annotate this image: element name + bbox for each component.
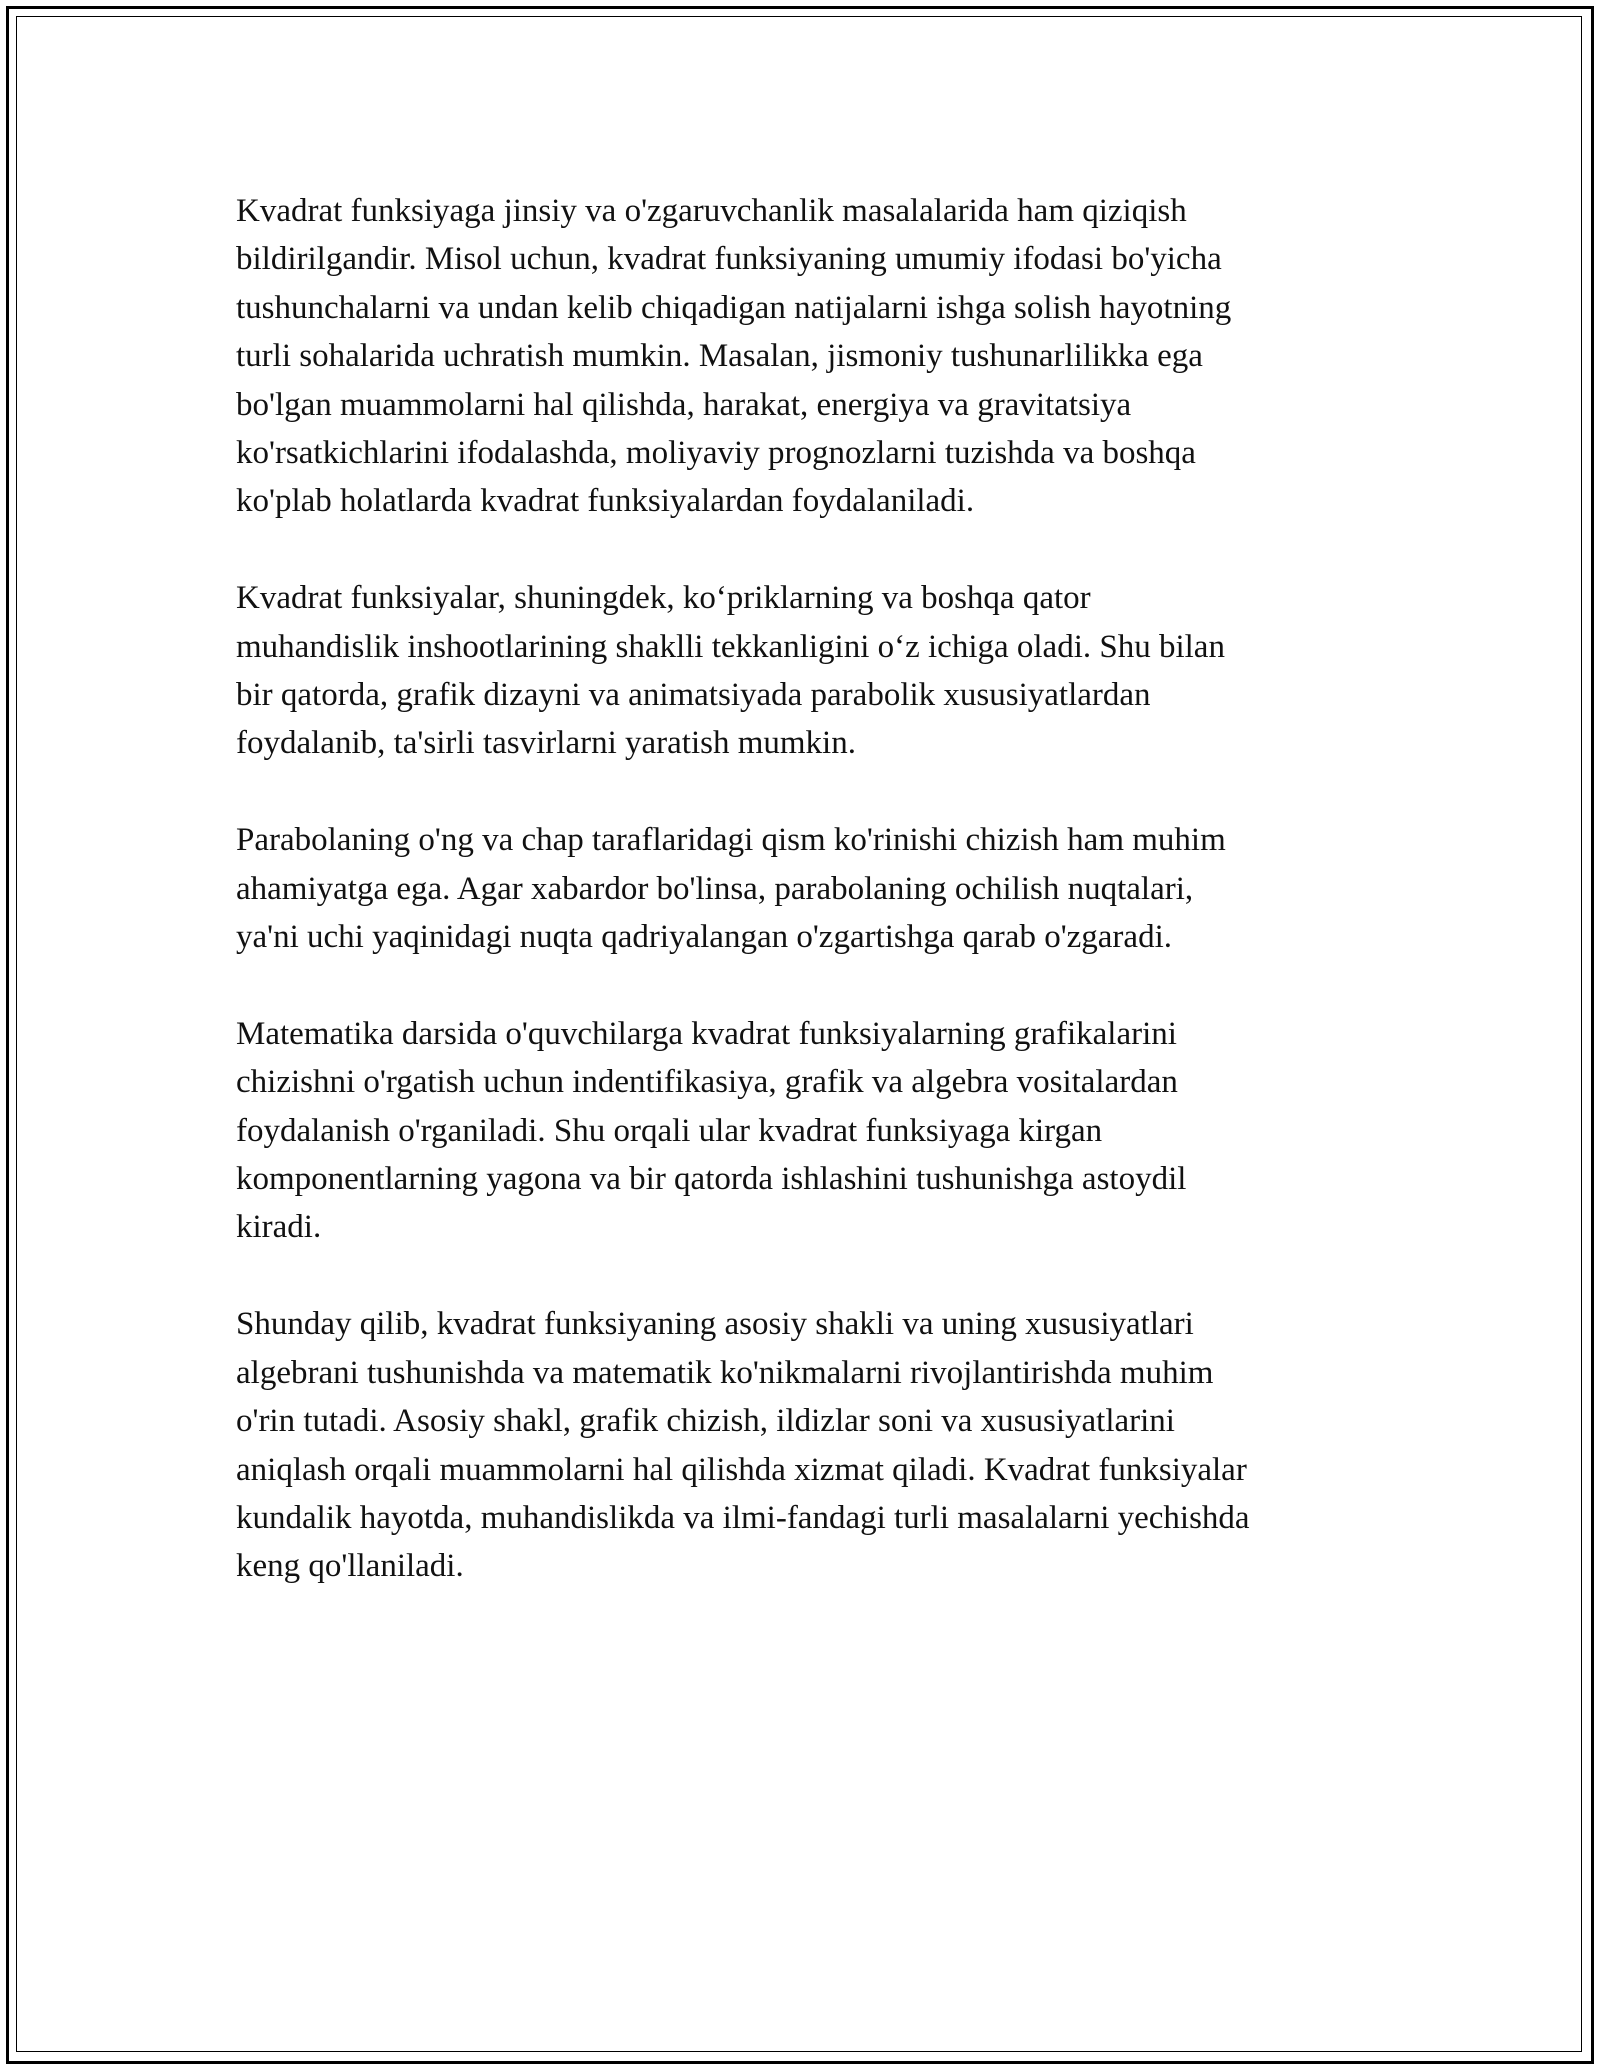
text-line: muhandislik inshootlarining shaklli tekkanligini o‘z ichiga oladi. Shu bilan	[236, 628, 1225, 665]
paragraph-5	[236, 1300, 1396, 1590]
text-line: Matematika darsida o'quvchilarga kvadrat funksiyalarning grafikalarini	[236, 1015, 1177, 1052]
text-line: bildirilgandir. Misol uchun, kvadrat funksiyaning umumiy ifodasi bo'yicha	[236, 241, 1222, 278]
text-line: kundalik hayotda, muhandislikda va ilmi-fandagi turli masalalarni yechishda	[236, 1499, 1250, 1536]
paragraph-4	[236, 1010, 1396, 1252]
text-line: komponentlarning yagona va bir qatorda ishlashini tushunishga astoydil	[236, 1161, 1187, 1198]
text-line: algebrani tushunishda va matematik ko'nikmalarni rivojlantirishda muhim	[236, 1354, 1214, 1391]
text-line: turli sohalarida uchratish mumkin. Masalan, jismoniy tushunarlilikka ega	[236, 338, 1203, 375]
paragraph-3	[236, 816, 1396, 961]
text-line: bo'lgan muammolarni hal qilishda, harakat, energiya va gravitatsiya	[236, 386, 1132, 423]
text-line: o'rin tutadi. Asosiy shakl, grafik chizish, ildizlar soni va xususiyatlarini	[236, 1403, 1175, 1440]
text-line: chizishni o'rgatish uchun indentifikasiya, grafik va algebra vositalardan	[236, 1064, 1178, 1101]
text-line: tushunchalarni va undan kelib chiqadigan natijalarni ishga solish hayotning	[236, 289, 1232, 326]
text-line: aniqlash orqali muammolarni hal qilishda xizmat qiladi. Kvadrat funksiyalar	[236, 1451, 1247, 1488]
text-line: ko'rsatkichlarini ifodalashda, moliyaviy prognozlarni tuzishda va boshqa	[236, 435, 1196, 472]
text-line: foydalanib, ta'sirli tasvirlarni yaratish mumkin.	[236, 725, 856, 762]
text-line: keng qo'llaniladi.	[236, 1548, 464, 1585]
text-line: bir qatorda, grafik dizayni va animatsiyada parabolik xususiyatlardan	[236, 677, 1151, 714]
text-line: Parabolaning o'ng va chap taraflaridagi qism ko'rinishi chizish ham muhim	[236, 822, 1226, 859]
text-line: ahamiyatga ega. Agar xabardor bo'linsa, parabolaning ochilish nuqtalari,	[236, 870, 1194, 907]
text-line: Shunday qilib, kvadrat funksiyaning asosiy shakli va uning xususiyatlari	[236, 1306, 1194, 1343]
paragraph-2	[236, 574, 1396, 768]
text-line: Kvadrat funksiyaga jinsiy va o'zgaruvchanlik masalalarida ham qiziqish	[236, 193, 1187, 229]
text-line: Kvadrat funksiyalar, shuningdek, ko‘priklarning va boshqa qator	[236, 580, 1091, 617]
document-body	[236, 187, 1396, 1639]
text-line: ya'ni uchi yaqinidagi nuqta qadriyalangan o'zgartishga qarab o'zgaradi.	[236, 919, 1172, 956]
paragraph-1	[236, 187, 1396, 526]
text-line: kiradi.	[236, 1209, 322, 1246]
text-line: foydalanish o'rganiladi. Shu orqali ular kvadrat funksiyaga kirgan	[236, 1112, 1103, 1149]
text-line: ko'plab holatlarda kvadrat funksiyalardan foydalaniladi.	[236, 483, 975, 520]
